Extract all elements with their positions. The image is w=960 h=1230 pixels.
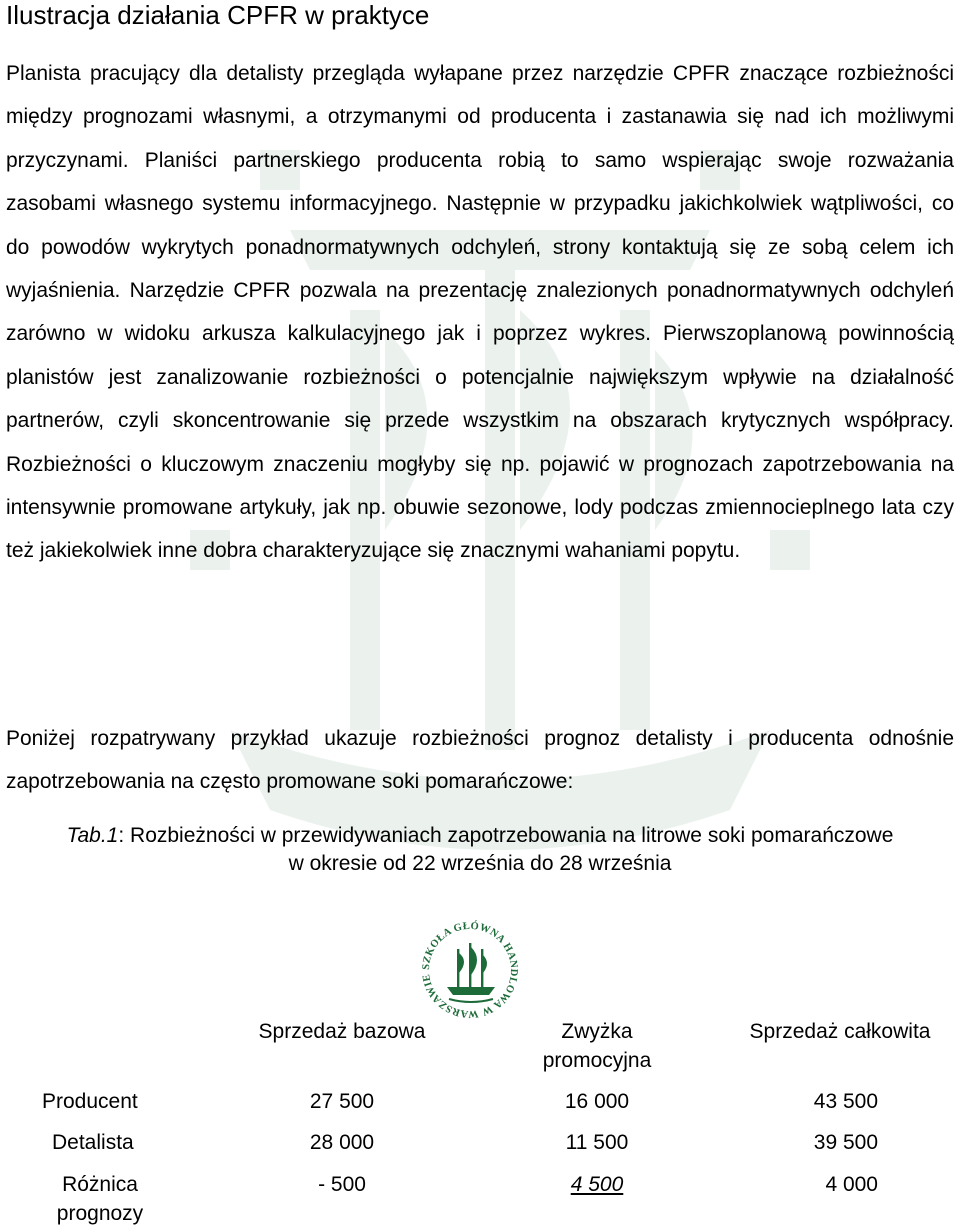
table-row-label-difference: Różnica prognozy: [56, 1173, 144, 1225]
table-caption-line2: w okresie od 22 września do 28 września: [288, 852, 672, 875]
body-paragraph-2: Poniżej rozpatrywany przykład ukazuje rozbieżności prognoz detalisty i producenta odnośnie zapotrzebowania na często promowane soki pomarańczowe:: [6, 727, 954, 794]
table-row-label-producer: Producent: [42, 1090, 138, 1113]
table-row-label-retailer: Detalista: [52, 1131, 134, 1154]
page-title: Ilustracja działania CPFR w praktyce: [6, 0, 430, 30]
ship-icon: [447, 943, 495, 1002]
table-cell-producer-base: 27 500: [309, 1090, 375, 1113]
table-cell-difference-promo: 4 500: [570, 1173, 624, 1196]
table-caption: [0, 822, 960, 878]
table-caption-label: Tab.1: [66, 824, 119, 847]
table-header-total-sales: Sprzedaż całkowita: [749, 1020, 931, 1043]
table-header-base-sales: Sprzedaż bazowa: [258, 1020, 426, 1043]
table-cell-difference-base: - 500: [318, 1173, 366, 1196]
table-cell-producer-total: 43 500: [813, 1090, 878, 1113]
table-header-promo-uplift: Zwyżka promocyjna: [542, 1020, 652, 1072]
table-cell-difference-total: 4 000: [825, 1173, 878, 1196]
table-caption-line1: : Rozbieżności w przewidywaniach zapotrzebowania na litrowe soki pomarańczowe: [118, 824, 894, 847]
body-paragraph-1: Planista pracujący dla detalisty przegląda wyłapane przez narzędzie CPFR znaczące rozbieżności między prognozami własnymi, a otrzymanymi od producenta i zastanawia się nad ich możliwymi przyczynami. Planiści partnerskiego producenta robią to samo wspierając swoje rozważania zasobami własnego systemu informacyjnego. Następnie w przypadku jakichkolwiek wątpliwości, co do powodów wykrytych ponadnormatywnych odchyleń, strony kontaktują się ze sobą celem ich wyjaśnienia. Narzędzie CPFR pozwala na prezentację znalezionych ponadnormatywnych odchyleń zarówno w widoku arkusza kalkulacyjnego jak i poprzez wykres. Pierwszoplanową powinnością planistów jest zanalizowanie rozbieżności o potencjalnie największym wpływie na działalność partnerów, czyli skoncentrowanie się przede wszystkim na obszarach krytycznych współpracy. Rozbieżności o kluczowym znaczeniu mogłyby się np. pojawić w prognozach zapotrzebowania na intensywnie promowane artykuły, jak np. obuwie sezonowe, lody podczas zmiennocieplnego lata czy też jakiekolwiek inne dobra charakteryzujące się znacznymi wahaniami popytu.: [6, 62, 954, 563]
logo-lettering: SZKOŁA GŁÓWNA HANDLOWA W WARSZAWIE: [420, 920, 520, 1020]
university-logo: [415, 915, 525, 1025]
table-cell-retailer-promo: 11 500: [565, 1131, 629, 1154]
table-cell-retailer-base: 28 000: [309, 1131, 375, 1154]
table-cell-retailer-total: 39 500: [813, 1131, 878, 1154]
table-cell-producer-promo: 16 000: [564, 1090, 630, 1113]
